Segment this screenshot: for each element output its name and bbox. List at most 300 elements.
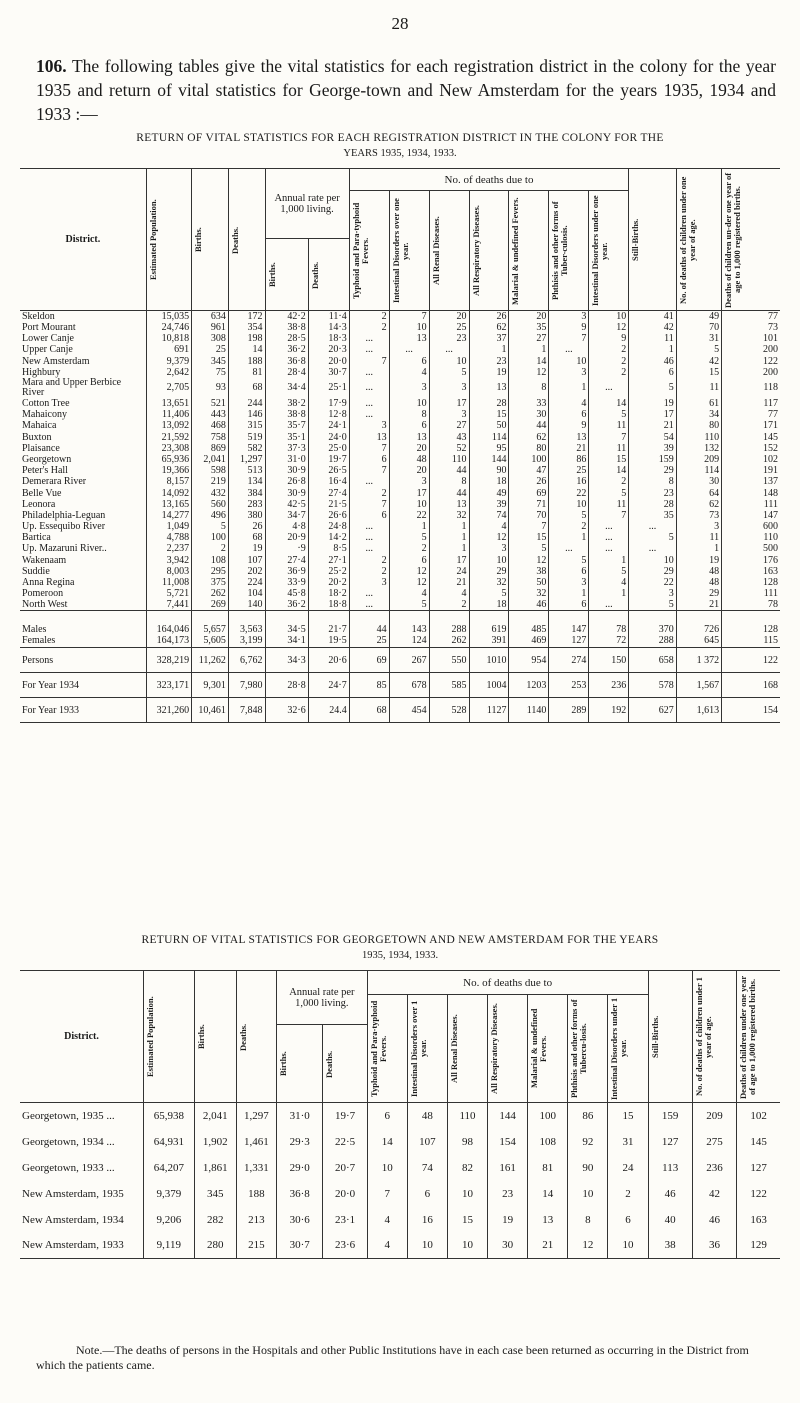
t1-value-cell: 145 <box>722 432 780 443</box>
t1-value-cell: 4 <box>469 521 509 532</box>
t2-value-cell: 36 <box>692 1233 736 1259</box>
t1-value-cell: ... <box>349 543 389 554</box>
t1-value-cell: 10 <box>589 311 629 323</box>
t1-value-cell: 12 <box>389 577 429 588</box>
t2-value-cell: 2 <box>608 1181 648 1207</box>
t1-value-cell: 513 <box>228 465 265 476</box>
t1-h-infant-rate: Deaths of children un-der one year of age to 1,000 registered births. <box>722 169 780 311</box>
t1-value-cell: 13 <box>389 432 429 443</box>
t1-value-cell: 77 <box>722 311 780 323</box>
t1-total-value-cell: 168 <box>722 673 780 698</box>
t2-h-intestinal-under: Intestinal Disorders under 1 year. <box>608 995 648 1103</box>
t2-value-cell: 30·7 <box>276 1233 322 1259</box>
t1-value-cell: 9 <box>549 420 589 431</box>
t1-value-cell: 78 <box>722 599 780 611</box>
t1-value-cell: 23 <box>629 487 677 498</box>
t1-value-cell: 6 <box>349 454 389 465</box>
t1-value-cell: 39 <box>469 499 509 510</box>
t1-value-cell: 29 <box>629 566 677 577</box>
t1-total-value-cell: 253 <box>549 673 589 698</box>
t1-value-cell: 20·2 <box>308 577 349 588</box>
t1-value-cell: 42·5 <box>265 499 308 510</box>
t1-total-value-cell: 627 <box>629 698 677 723</box>
t2-value-cell: 15 <box>447 1207 487 1233</box>
t1-value-cell: 188 <box>228 356 265 367</box>
t1-value-cell: 11,008 <box>146 577 191 588</box>
t1-value-cell: 27·4 <box>265 555 308 566</box>
t2-h-still-births: Still-Births. <box>648 971 692 1103</box>
t1-value-cell: 36·2 <box>265 599 308 611</box>
t1-value-cell: 1 <box>549 588 589 599</box>
t1-value-cell: 5 <box>429 367 469 378</box>
t2-value-cell: 23 <box>488 1181 528 1207</box>
t2-row <box>20 1207 780 1233</box>
t1-row <box>20 599 780 611</box>
t2-value-cell: 7 <box>367 1181 407 1207</box>
t1-district-cell: Leonora <box>22 498 56 510</box>
t1-value-cell: 38 <box>509 566 549 577</box>
t1-value-cell: 3 <box>549 311 589 323</box>
t2-value-cell: 4 <box>367 1233 407 1259</box>
t1-value-cell: 2 <box>349 322 389 333</box>
t2-value-cell: 1,861 <box>194 1155 236 1181</box>
t1-value-cell: 5 <box>192 521 229 532</box>
t1-total-row <box>20 673 780 698</box>
t1-value-cell: 25 <box>192 344 229 355</box>
t1-h-births: Births. <box>192 169 229 311</box>
t1-value-cell: 600 <box>722 521 780 532</box>
t1-total-value-cell: 19·5 <box>308 635 349 648</box>
t1-value-cell: 15 <box>676 367 721 378</box>
t1-value-cell: 108 <box>192 555 229 566</box>
t1-row <box>20 367 780 378</box>
t2-value-cell: 29·0 <box>276 1155 322 1181</box>
t1-value-cell: 22 <box>549 487 589 498</box>
t1-value-cell: 49 <box>469 487 509 498</box>
t1-total-value-cell: 143 <box>389 611 429 635</box>
t1-value-cell: 21,592 <box>146 432 191 443</box>
t2-value-cell: 98 <box>447 1129 487 1155</box>
t1-total-value-cell: 1,567 <box>676 673 721 698</box>
t2-value-cell: 19·7 <box>323 1103 367 1129</box>
t1-value-cell: 159 <box>629 454 677 465</box>
t1-district-cell: Up. Mazaruni River.. <box>22 543 107 555</box>
t1-value-cell: 24,746 <box>146 322 191 333</box>
t1-value-cell: 80 <box>676 420 721 431</box>
t2-value-cell: 282 <box>194 1207 236 1233</box>
t1-value-cell: 3,942 <box>146 555 191 566</box>
t1-value-cell: 102 <box>722 454 780 465</box>
t1-row <box>20 499 780 510</box>
t2-value-cell: 30·6 <box>276 1207 322 1233</box>
t1-value-cell: 65,936 <box>146 454 191 465</box>
t2-h-intestinal-over: Intestinal Disorders over 1 year. <box>407 995 447 1103</box>
table2-subtitle: 1935, 1934, 1933. <box>361 950 439 961</box>
t1-value-cell: 354 <box>228 322 265 333</box>
t2-h-population: Estimated Population. <box>144 971 195 1103</box>
t1-value-cell: ... <box>349 344 389 355</box>
t1-district-cell: Mahaica <box>22 420 57 432</box>
t1-district-cell: Pomeroon <box>22 588 64 600</box>
t1-value-cell: 26·8 <box>265 476 308 487</box>
t1-total-value-cell: 321,260 <box>146 698 191 723</box>
t1-total-row <box>20 611 780 635</box>
t1-total-value-cell: 1,613 <box>676 698 721 723</box>
t1-value-cell: 19 <box>228 543 265 554</box>
t1-value-cell: 219 <box>192 476 229 487</box>
t2-value-cell: 46 <box>648 1181 692 1207</box>
t1-value-cell: 13,092 <box>146 420 191 431</box>
t1-value-cell: 100 <box>192 532 229 543</box>
t1-total-value-cell: 7,980 <box>228 673 265 698</box>
t1-value-cell: 4 <box>389 367 429 378</box>
t1-value-cell: 8 <box>429 476 469 487</box>
t1-total-value-cell: 34·1 <box>265 635 308 648</box>
t1-value-cell: 24·0 <box>308 432 349 443</box>
t1-value-cell: ... <box>349 409 389 420</box>
t1-value-cell: 2 <box>429 599 469 611</box>
t1-value-cell: 758 <box>192 432 229 443</box>
t1-total-value-cell: 678 <box>389 673 429 698</box>
t1-value-cell: 11 <box>589 443 629 454</box>
t1-value-cell: 9 <box>589 333 629 344</box>
t2-value-cell: 81 <box>528 1155 568 1181</box>
t1-value-cell: 6 <box>549 409 589 420</box>
t1-value-cell: 14,092 <box>146 487 191 498</box>
t1-value-cell: 7 <box>349 356 389 367</box>
t1-total-value-cell: 69 <box>349 648 389 673</box>
t2-value-cell: 275 <box>692 1129 736 1155</box>
t1-value-cell: 34 <box>676 409 721 420</box>
t1-value-cell: 171 <box>722 420 780 431</box>
t1-value-cell: 7 <box>589 432 629 443</box>
t1-row <box>20 420 780 431</box>
t1-total-value-cell: 1127 <box>469 698 509 723</box>
t1-value-cell: 50 <box>469 420 509 431</box>
t1-value-cell: 961 <box>192 322 229 333</box>
t1-district-cell: Cotton Tree <box>22 398 70 410</box>
t1-district-cell: Lower Canje <box>22 333 74 345</box>
t1-value-cell: 1 <box>549 378 589 398</box>
t1-value-cell: 10 <box>469 555 509 566</box>
t1-value-cell: 202 <box>228 566 265 577</box>
t1-value-cell: 375 <box>192 577 229 588</box>
t1-value-cell: 30·9 <box>265 487 308 498</box>
t1-district-cell: Up. Essequibo River <box>22 521 106 533</box>
t1-value-cell: 37 <box>469 333 509 344</box>
t1-total-value-cell: 1010 <box>469 648 509 673</box>
t1-h-annual-rate: Annual rate per 1,000 living. <box>265 169 349 239</box>
t1-h-deaths: Deaths. <box>228 169 265 311</box>
t1-value-cell: 111 <box>722 499 780 510</box>
t1-value-cell: 107 <box>228 555 265 566</box>
t2-value-cell: 82 <box>447 1155 487 1181</box>
t1-value-cell: 11 <box>629 333 677 344</box>
t1-value-cell: 11 <box>676 378 721 398</box>
t1-value-cell: 15 <box>469 409 509 420</box>
t1-h-population: Estimated Population. <box>146 169 191 311</box>
t1-value-cell: 122 <box>722 356 780 367</box>
t1-value-cell: 95 <box>469 443 509 454</box>
t1-value-cell: 9,379 <box>146 356 191 367</box>
t1-row <box>20 333 780 344</box>
t1-value-cell: 2 <box>349 555 389 566</box>
t1-value-cell: 44 <box>509 420 549 431</box>
t1-value-cell: 22 <box>389 510 429 521</box>
t1-total-value-cell: 645 <box>676 635 721 648</box>
t1-value-cell: 14 <box>228 344 265 355</box>
t1-value-cell: 34·7 <box>265 510 308 521</box>
t1-total-value-cell: 25 <box>349 635 389 648</box>
t1-value-cell: ... <box>549 543 589 554</box>
t1-value-cell: 11 <box>676 532 721 543</box>
t1-district-cell: North West <box>22 599 68 611</box>
t1-value-cell: 496 <box>192 510 229 521</box>
t2-value-cell: 31·0 <box>276 1103 322 1129</box>
t1-value-cell: 42 <box>676 356 721 367</box>
t1-value-cell: 5 <box>469 588 509 599</box>
t1-value-cell: 2 <box>589 344 629 355</box>
t2-value-cell: 2,041 <box>194 1103 236 1129</box>
t1-value-cell: 36·9 <box>265 566 308 577</box>
t2-value-cell: 36·8 <box>276 1181 322 1207</box>
t2-value-cell: 42 <box>692 1181 736 1207</box>
t2-district-cell: Georgetown, 1934 ... <box>22 1135 115 1148</box>
t2-row <box>20 1181 780 1207</box>
t1-row <box>20 588 780 599</box>
t2-value-cell: 159 <box>648 1103 692 1129</box>
t1-value-cell: ... <box>349 532 389 543</box>
t1-value-cell: 5 <box>549 510 589 521</box>
t1-value-cell: 25·1 <box>308 378 349 398</box>
t1-value-cell: 1 <box>676 543 721 554</box>
t1-value-cell: 10 <box>389 499 429 510</box>
t2-value-cell: 1,902 <box>194 1129 236 1155</box>
t1-value-cell: 32 <box>509 588 549 599</box>
t1-value-cell: 137 <box>722 476 780 487</box>
t1-value-cell: 6 <box>389 356 429 367</box>
t1-value-cell: 21 <box>629 420 677 431</box>
t1-value-cell: 18 <box>469 476 509 487</box>
t1-value-cell: 18·3 <box>308 333 349 344</box>
t1-value-cell: 8,003 <box>146 566 191 577</box>
t1-value-cell: 146 <box>228 409 265 420</box>
t1-value-cell: 70 <box>509 510 549 521</box>
t1-value-cell: 10 <box>429 356 469 367</box>
t1-value-cell: 20 <box>389 465 429 476</box>
t1-value-cell: 2,237 <box>146 543 191 554</box>
t1-value-cell: 2 <box>389 543 429 554</box>
t1-value-cell: 20 <box>429 311 469 323</box>
t1-value-cell: 18·2 <box>308 588 349 599</box>
t1-value-cell: 6 <box>629 367 677 378</box>
t1-h-intestinal-under: Intestinal Disorders under one year. <box>589 191 629 311</box>
t1-district-cell: Upper Canje <box>22 344 73 356</box>
t1-value-cell: 44 <box>429 487 469 498</box>
t1-value-cell: 7 <box>349 443 389 454</box>
t1-total-value-cell: 236 <box>589 673 629 698</box>
t1-value-cell: 114 <box>469 432 509 443</box>
t1-total-value-cell: 267 <box>389 648 429 673</box>
t1-row <box>20 521 780 532</box>
t1-value-cell: 22 <box>629 577 677 588</box>
t1-value-cell: 19 <box>676 555 721 566</box>
t1-value-cell: 62 <box>509 432 549 443</box>
t1-value-cell: ... <box>589 378 629 398</box>
t1-value-cell: 134 <box>228 476 265 487</box>
t1-value-cell: 14 <box>509 356 549 367</box>
t1-value-cell: ... <box>349 333 389 344</box>
t1-value-cell: 7 <box>349 465 389 476</box>
t1-total-value-cell: 10,461 <box>192 698 229 723</box>
t1-value-cell: 71 <box>509 499 549 510</box>
t1-value-cell: 28·4 <box>265 367 308 378</box>
t1-total-value-cell: 1004 <box>469 673 509 698</box>
t1-district-cell: Wakenaam <box>22 554 67 566</box>
t1-row <box>20 577 780 588</box>
t1-value-cell: 13,651 <box>146 398 191 409</box>
t1-value-cell: 6 <box>549 566 589 577</box>
t1-value-cell: 15 <box>509 532 549 543</box>
t1-total-value-cell: 328,219 <box>146 648 191 673</box>
t2-value-cell: 6 <box>407 1181 447 1207</box>
t1-value-cell: 77 <box>722 409 780 420</box>
t2-h-causes: No. of deaths due to <box>367 971 648 995</box>
t1-district-cell: Belle Vue <box>22 487 62 499</box>
t1-value-cell: 4 <box>429 588 469 599</box>
table1-subtitle: YEARS 1935, 1934, 1933. <box>343 148 457 159</box>
t1-value-cell: 18·8 <box>308 599 349 611</box>
t1-district-cell: Highbury <box>22 366 61 378</box>
t1-value-cell: 27 <box>429 420 469 431</box>
t1-value-cell: 3 <box>349 577 389 588</box>
t1-total-value-cell: 122 <box>722 648 780 673</box>
t2-h-deaths: Deaths. <box>236 971 276 1103</box>
t2-value-cell: 122 <box>737 1181 780 1207</box>
t1-value-cell: 132 <box>676 443 721 454</box>
t1-value-cell: 2,041 <box>192 454 229 465</box>
t2-value-cell: 15 <box>608 1103 648 1129</box>
t2-value-cell: 113 <box>648 1155 692 1181</box>
t1-value-cell: 48 <box>676 566 721 577</box>
t1-value-cell: 12 <box>389 566 429 577</box>
t1-value-cell: 26 <box>228 521 265 532</box>
t1-h-rate-births: Births. <box>265 239 308 311</box>
t1-total-value-cell: 469 <box>509 635 549 648</box>
t1-value-cell: 8,157 <box>146 476 191 487</box>
t1-value-cell: 13,165 <box>146 499 191 510</box>
t1-total-value-cell: 5,657 <box>192 611 229 635</box>
t1-value-cell: 500 <box>722 543 780 554</box>
t1-row <box>20 555 780 566</box>
t1-value-cell: 8 <box>629 476 677 487</box>
t1-value-cell: 5 <box>589 566 629 577</box>
t1-value-cell: 46 <box>509 599 549 611</box>
t1-value-cell: 61 <box>676 398 721 409</box>
t1-total-value-cell: 44 <box>349 611 389 635</box>
t1-value-cell: 38·8 <box>265 322 308 333</box>
t1-value-cell: 13 <box>469 378 509 398</box>
t1-value-cell: 16 <box>549 476 589 487</box>
t1-value-cell: 52 <box>429 443 469 454</box>
t1-value-cell: 26·6 <box>308 510 349 521</box>
t1-value-cell: 8 <box>389 409 429 420</box>
t1-value-cell: 25 <box>429 322 469 333</box>
t1-value-cell: 20·9 <box>265 532 308 543</box>
t2-value-cell: 9,379 <box>144 1181 195 1207</box>
t2-value-cell: 4 <box>367 1207 407 1233</box>
t2-h-infant-rate: Deaths of children under one year of age to 1,000 registered births. <box>737 971 780 1103</box>
t1-total-district-cell: Females <box>22 634 56 646</box>
t1-value-cell: 68 <box>228 378 265 398</box>
t1-total-value-cell: 6,762 <box>228 648 265 673</box>
t1-value-cell: 244 <box>228 398 265 409</box>
t1-value-cell: 23 <box>469 356 509 367</box>
t1-value-cell: ... <box>349 588 389 599</box>
t1-value-cell: 110 <box>722 532 780 543</box>
t2-value-cell: 100 <box>528 1103 568 1129</box>
t1-row <box>20 465 780 476</box>
t1-total-value-cell: 72 <box>589 635 629 648</box>
t1-value-cell: 2 <box>192 543 229 554</box>
t1-total-value-cell: 658 <box>629 648 677 673</box>
table1-title-block <box>20 130 780 162</box>
t1-value-cell: 10 <box>549 356 589 367</box>
t1-value-cell: 7 <box>349 499 389 510</box>
t1-value-cell: 3 <box>549 367 589 378</box>
t1-total-value-cell: 485 <box>509 611 549 635</box>
t2-value-cell: 108 <box>528 1129 568 1155</box>
t1-value-cell: 3 <box>429 378 469 398</box>
t1-value-cell: 172 <box>228 311 265 323</box>
t1-value-cell: 25·2 <box>308 566 349 577</box>
t1-total-value-cell: 1203 <box>509 673 549 698</box>
t1-value-cell: 39 <box>629 443 677 454</box>
t2-value-cell: 23·1 <box>323 1207 367 1233</box>
t1-value-cell: 26·5 <box>308 465 349 476</box>
t1-value-cell: 5,721 <box>146 588 191 599</box>
t1-total-value-cell: 3,563 <box>228 611 265 635</box>
t2-district-cell: Georgetown, 1933 ... <box>22 1161 115 1174</box>
t1-value-cell: 144 <box>469 454 509 465</box>
t1-total-value-cell: 164,046 <box>146 611 191 635</box>
t1-total-value-cell: 85 <box>349 673 389 698</box>
t1-value-cell: 34·4 <box>265 378 308 398</box>
t1-total-value-cell: 115 <box>722 635 780 648</box>
t1-value-cell: 6 <box>389 555 429 566</box>
t1-value-cell: 3 <box>429 409 469 420</box>
t1-value-cell: 80 <box>509 443 549 454</box>
t2-value-cell: 10 <box>568 1181 608 1207</box>
t1-value-cell: 2 <box>349 311 389 323</box>
t1-value-cell: 7 <box>549 333 589 344</box>
t1-row <box>20 398 780 409</box>
t1-value-cell: 521 <box>192 398 229 409</box>
t2-value-cell: 31 <box>608 1129 648 1155</box>
t1-value-cell: 11·4 <box>308 311 349 323</box>
t1-value-cell: 384 <box>228 487 265 498</box>
t1-row <box>20 443 780 454</box>
t1-value-cell: 19 <box>469 367 509 378</box>
t1-value-cell: ... <box>349 521 389 532</box>
t1-row <box>20 311 780 323</box>
t1-h-malarial: Malarial & undefined Fevers. <box>509 191 549 311</box>
t1-value-cell: 12 <box>589 322 629 333</box>
t1-total-value-cell: 11,262 <box>192 648 229 673</box>
t1-value-cell: 6 <box>349 510 389 521</box>
t1-value-cell: 634 <box>192 311 229 323</box>
t1-value-cell: 36·2 <box>265 344 308 355</box>
